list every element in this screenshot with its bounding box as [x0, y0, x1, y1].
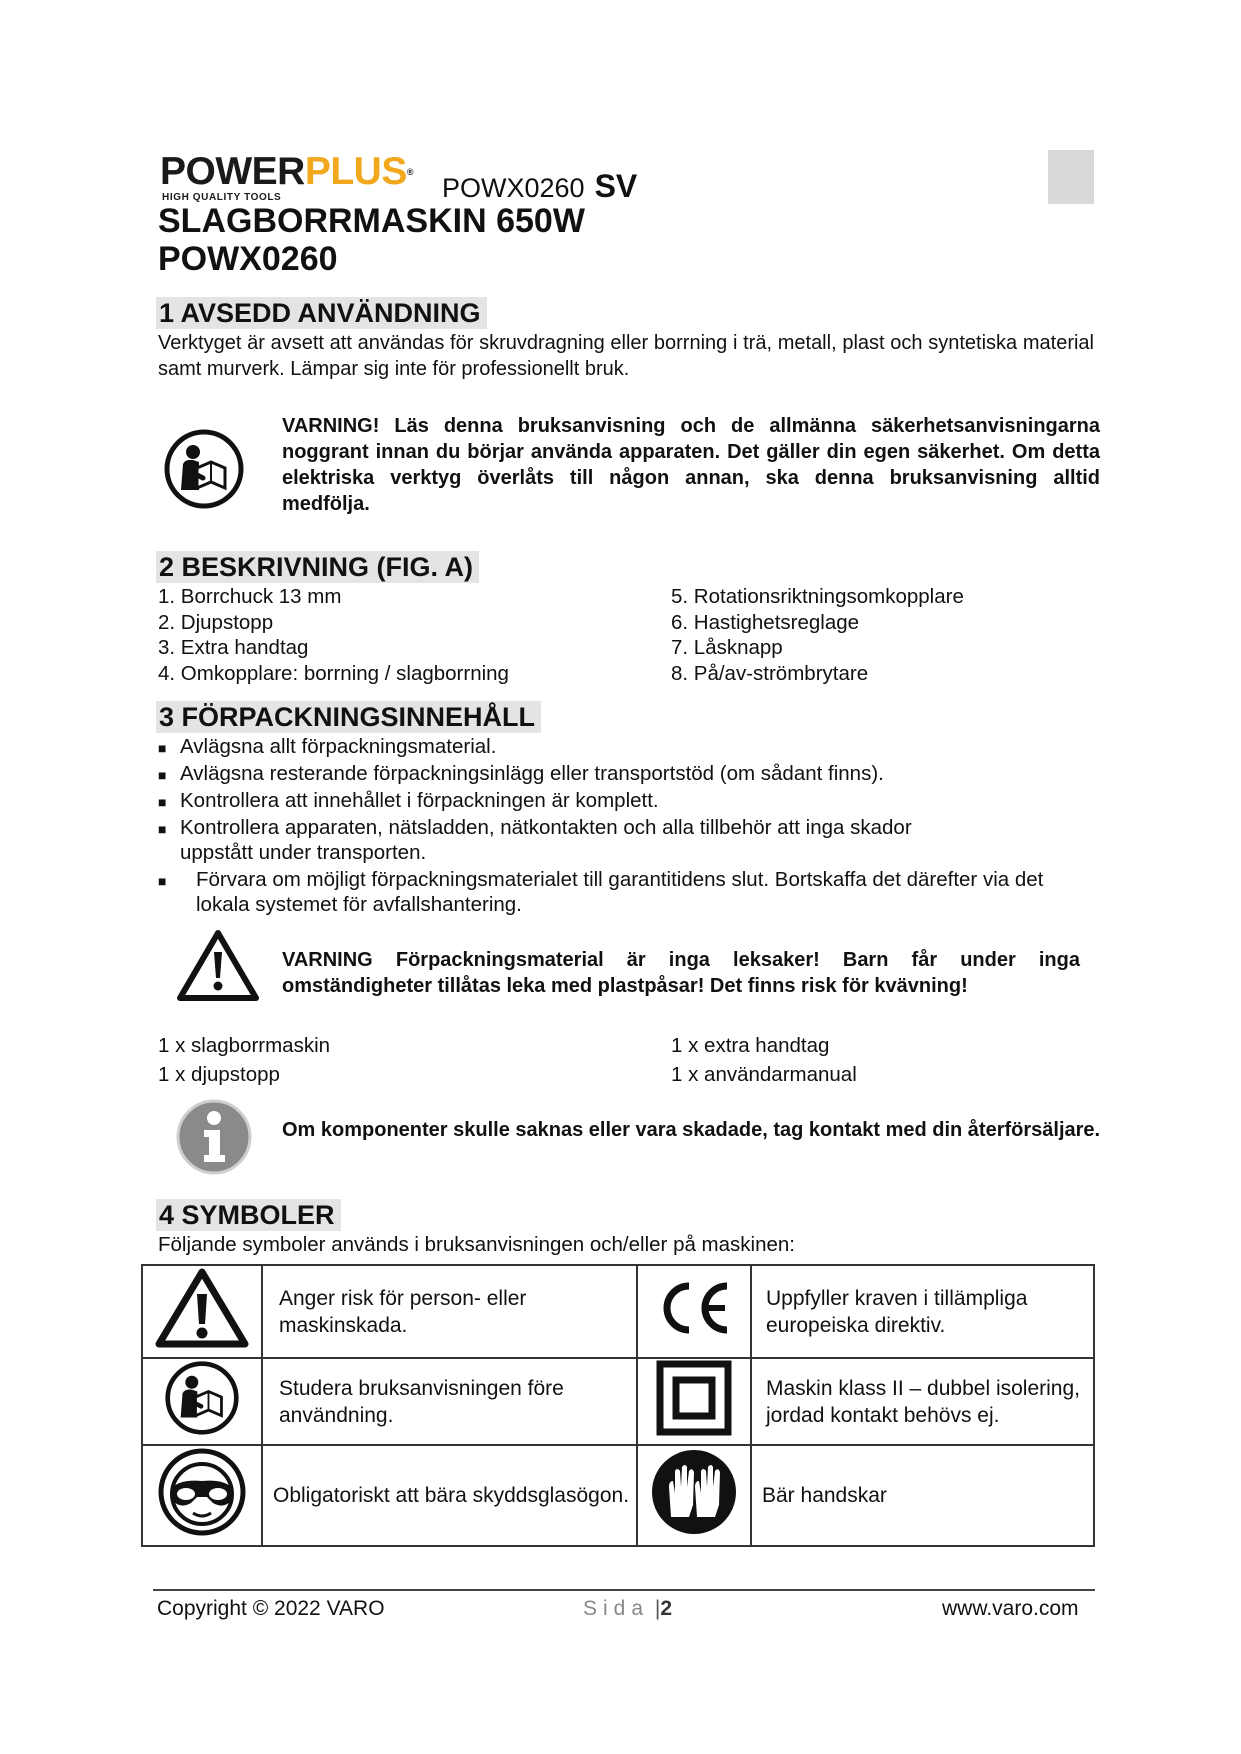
- symbols-intro-text: Följande symboler används i bruksanvisningen och/eller på maskinen:: [158, 1233, 795, 1256]
- table-row: [142, 1265, 1094, 1358]
- intended-use-text: Verktyget är avsett att användas för skruvdragning eller borrning i trä, metall, plast och syntetiska material samt murverk. Lämpar sig inte för professionellt bruk.: [158, 332, 1094, 380]
- description-list-left: [158, 584, 658, 686]
- symbol-description: Maskin klass II – dubbel isolering, jordad kontakt behövs ej.: [751, 1358, 1094, 1445]
- ce-mark-icon: [655, 1278, 733, 1338]
- page-separator: |: [649, 1597, 661, 1620]
- warning-triangle-icon: [176, 928, 260, 1002]
- brand-name-part2: PLUS: [304, 150, 407, 193]
- list-item: ■ Kontrollera att innehållet i förpackningen är komplett.: [158, 788, 1098, 815]
- footer-website: www.varo.com: [942, 1597, 1079, 1620]
- document-subtitle: POWX0260: [158, 240, 338, 278]
- description-list-right: [671, 584, 1091, 686]
- read-manual-icon: [163, 428, 245, 510]
- symbol-description: Anger risk för person- eller maskinskada.: [262, 1265, 637, 1358]
- info-missing-parts-text: Om komponenter skulle saknas eller vara skadade, tag kontakt med din återförsäljare.: [282, 1119, 1101, 1141]
- list-item: 3. Extra handtag: [158, 636, 309, 659]
- symbol-cell: [637, 1445, 751, 1546]
- list-item: 2. Djupstopp: [158, 610, 274, 634]
- list-item: 8. På/av-strömbrytare: [671, 661, 869, 685]
- warning-packaging-text: VARNING Förpackningsmaterial är inga leksaker! Barn får under inga omständigheter tillåtas leka med plastpåsar! Det finns risk för kvävning!: [282, 949, 1080, 997]
- contents-list-left: [158, 1033, 658, 1087]
- section-heading-package-contents: 3 FÖRPACKNINGSINNEHÅLL: [156, 701, 541, 733]
- table-row: [142, 1445, 1094, 1546]
- symbol-cell: [142, 1358, 262, 1445]
- registered-mark: ®: [406, 167, 413, 177]
- document-title: SLAGBORRMASKIN 650W: [158, 202, 585, 240]
- list-item: 4. Omkopplare: borrning / slagborrning: [158, 661, 509, 685]
- bullet-square-icon: ■: [158, 821, 167, 837]
- list-item: 6. Hastighetsreglage: [671, 610, 860, 634]
- gloves-icon: [649, 1447, 739, 1537]
- symbol-description: Uppfyller kraven i tillämpliga europeiska direktiv.: [751, 1265, 1094, 1358]
- list-item: 1 x extra handtag: [671, 1034, 830, 1057]
- model-header: [442, 168, 637, 205]
- section-heading-intended-use: 1 AVSEDD ANVÄNDNING: [156, 297, 487, 329]
- list-item: 1 x djupstopp: [158, 1062, 280, 1086]
- brand-name-part1: POWER: [160, 150, 305, 193]
- read-manual-icon: [162, 1360, 242, 1436]
- list-item: 7. Låsknapp: [671, 636, 783, 659]
- symbols-table: [141, 1264, 1095, 1547]
- brand-logo: [160, 152, 430, 208]
- footer-copyright: Copyright © 2022 VARO: [157, 1597, 385, 1620]
- bullet-square-icon: ■: [158, 873, 167, 889]
- symbol-description: Studera bruksanvisningen före användning.: [262, 1358, 637, 1445]
- list-item: 1 x slagborrmaskin: [158, 1034, 331, 1057]
- bullet-square-icon: ■: [158, 794, 167, 810]
- bullet-square-icon: ■: [158, 767, 167, 783]
- list-item: 5. Rotationsriktningsomkopplare: [671, 585, 964, 608]
- page-label: Sida: [583, 1597, 650, 1620]
- list-item: ■ Förvara om möjligt förpackningsmaterialet till garantitidens slut. Bortskaffa det därefter via det lokala systemet för avfallshantering.: [158, 868, 1044, 916]
- warning-read-manual-text: VARNING! Läs denna bruksanvisning och de allmänna säkerhetsanvisningarna noggrant innan du börjar använda apparaten. Det gäller din egen säkerhet. Om detta elektriska verktyg överlåts till någon annan, ska denna bruksanvisning alltid medfölja.: [282, 415, 1100, 515]
- brand-tagline: HIGH QUALITY TOOLS: [162, 192, 282, 203]
- page-marker: [1048, 150, 1094, 204]
- footer-page-number: [583, 1597, 672, 1621]
- list-item: ■ Kontrollera apparaten, nätsladden, nätkontakten och alla tillbehör att inga skador uppstått under transporten.: [158, 816, 912, 864]
- info-icon: [176, 1099, 252, 1175]
- symbol-cell: [637, 1265, 751, 1358]
- list-item: 1 x användarmanual: [671, 1062, 857, 1086]
- list-item: ■ Avlägsna resterande förpackningsinlägg eller transportstöd (om sådant finns).: [158, 761, 1098, 788]
- class-ii-icon: [656, 1360, 732, 1436]
- warning-triangle-icon: [154, 1267, 250, 1349]
- package-bullet-list: [158, 734, 1098, 917]
- language-code: SV: [594, 168, 638, 204]
- section-heading-description: 2 BESKRIVNING (FIG. A): [156, 551, 479, 583]
- symbol-cell: [142, 1445, 262, 1546]
- bullet-square-icon: ■: [158, 740, 167, 756]
- table-row: [142, 1358, 1094, 1445]
- list-item: ■ Avlägsna allt förpackningsmaterial.: [158, 734, 1098, 761]
- symbol-description: Obligatoriskt att bära skyddsglasögon.: [262, 1445, 637, 1546]
- symbol-description: Bär handskar: [751, 1445, 1094, 1546]
- footer-divider: [153, 1589, 1095, 1591]
- page-number: 2: [660, 1597, 673, 1620]
- symbol-cell: [142, 1265, 262, 1358]
- safety-goggles-icon: [157, 1447, 247, 1537]
- list-item: 1. Borrchuck 13 mm: [158, 585, 342, 608]
- contents-list-right: [671, 1033, 1091, 1087]
- section-heading-symbols: 4 SYMBOLER: [156, 1199, 341, 1231]
- model-number: POWX0260: [442, 173, 585, 203]
- symbol-cell: [637, 1358, 751, 1445]
